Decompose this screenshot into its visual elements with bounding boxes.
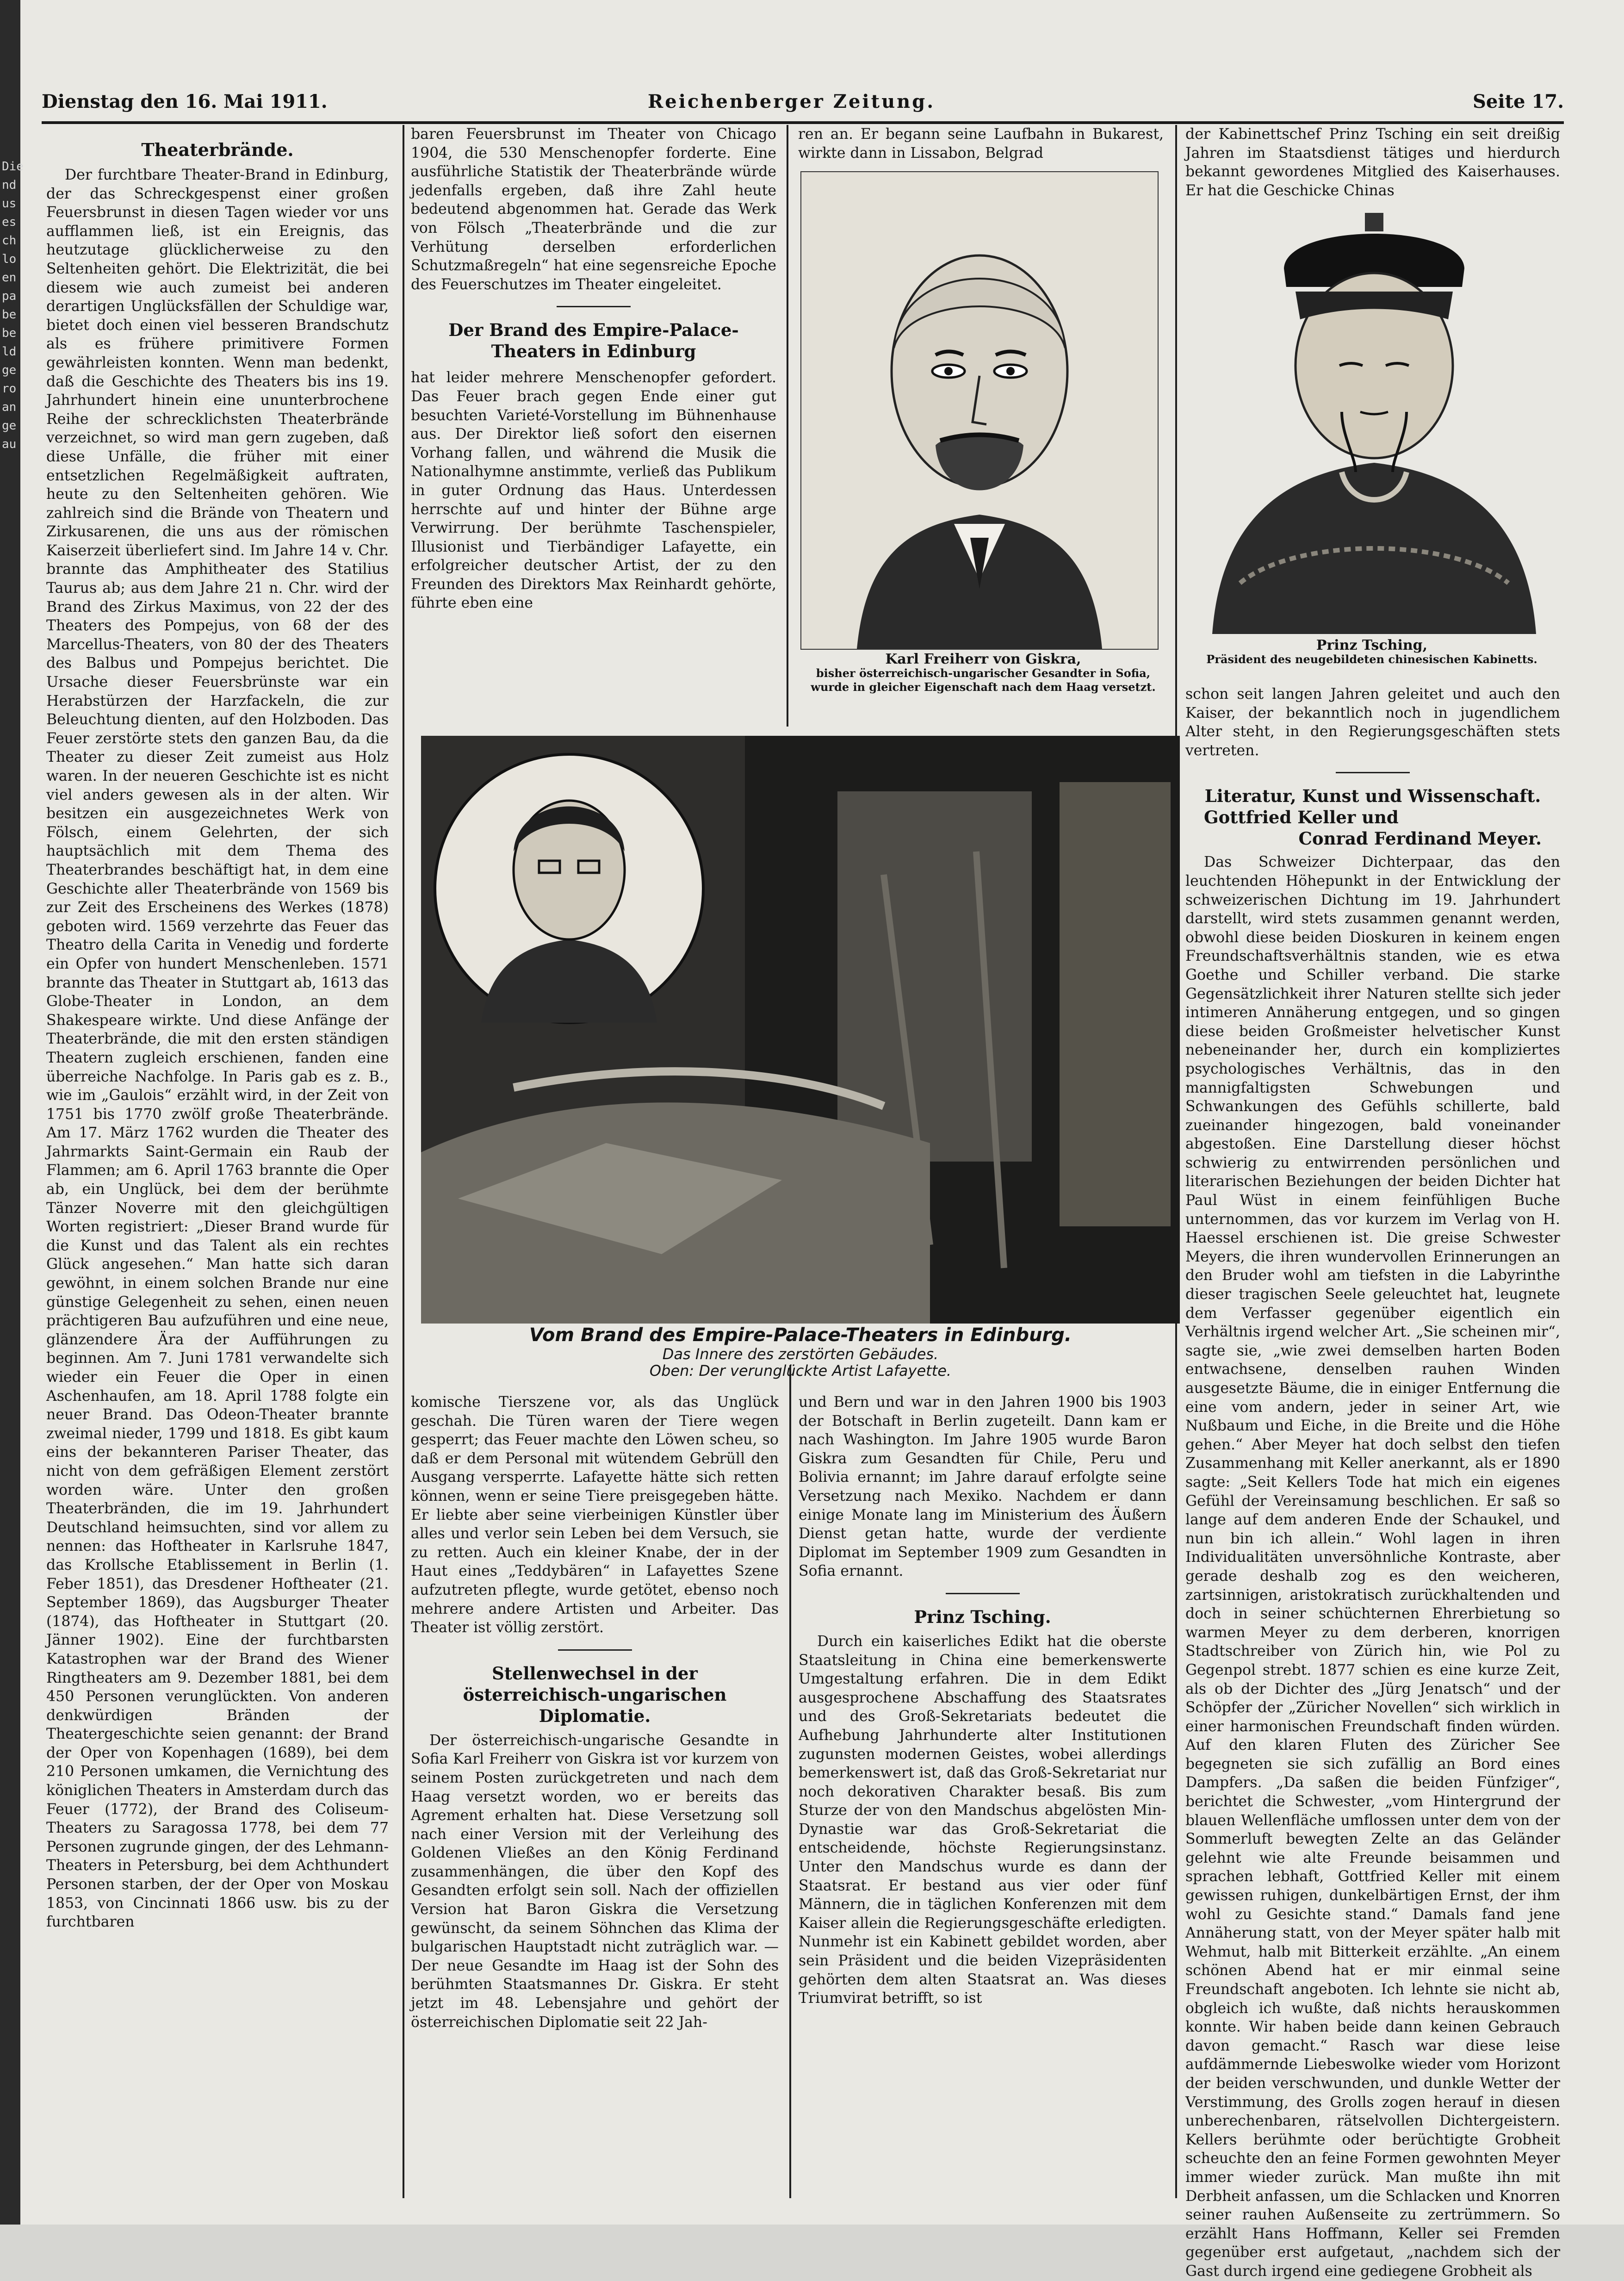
left-margin-fragment: be [2, 308, 17, 322]
column-4-main [1185, 685, 1560, 2280]
separator [1336, 772, 1410, 773]
photo-caption-line3: Oben: Der verunglückte Artist Lafayette. [649, 1362, 952, 1380]
article-continuation-theaterbraende: baren Feuersbrunst im Theater von Chicago 1904, die 530 Menschenopfer forderte. Eine ausführliche Statistik der Theaterbrände würde jedenfalls ergeben, daß ihre Zahl heute bedeutend abgenommen hat. Gerade das Werk von Fölsch „Theaterbrände und die zur Verhütung derselben erforderlichen Schutzmaßregeln“ hat eine segensreiche Epoche des Feuerschutzes im Theater eingeleitet. [411, 126, 776, 293]
left-margin-fragment: lo [2, 252, 17, 266]
header-rule [42, 121, 1564, 124]
photo-caption [421, 1324, 1180, 1379]
left-margin-fragment: an [2, 400, 17, 414]
caption-tsching [1184, 639, 1559, 666]
left-margin-fragment: us [2, 197, 17, 211]
page-header [42, 91, 1564, 117]
column-2-bottom [411, 1393, 779, 2198]
article-continuation-tsching-top: der Kabinettschef Prinz Tsching ein seit dreißig Jahren im Staatsdienst tätiges und hierdurch bekannt gewordenes Mitglied des Kaiserhauses. Er hat die Geschicke Chinas [1185, 126, 1560, 199]
left-margin-strip [0, 0, 24, 2225]
article-continuation-empire-palace: komische Tierszene vor, als das Unglück geschah. Die Türen waren der Tiere wegen gesperrt; das Feuer machte den Löwen scheu, so daß er dem Personal mit wütendem Gebrüll den Ausgang versperrte. Lafayette hätte sich retten können, wenn er seine Tiere preisgegeben hätte. Er liebte aber seine vierbeinigen Künstler über alles und verlor sein Leben bei dem Versuch, sie zu retten. Auch ein kleiner Knabe, der in der Haut eines „Teddybären“ in Lafayettes Szene aufzutreten pflegte, wurde getötet, ebenso noch mehrere andere Artisten und Arbeiter. Das Theater ist völlig zerstört. [411, 1394, 779, 1636]
separator [558, 1649, 632, 1651]
portrait-tsching-drawing [1203, 213, 1545, 634]
article-heading-empire-palace: Der Brand des Empire-Palace-Theaters in Edinburg [448, 320, 739, 362]
photo-fire-drawing [421, 736, 1180, 1324]
caption-tsching-desc: Präsident des neugebildeten chinesischen Kabinetts. [1206, 653, 1537, 666]
caption-tsching-name: Prinz Tsching, [1316, 637, 1428, 653]
article-body-theaterbraende: Der furchtbare Theater-Brand in Edinburg, der das Schreckgespenst einer großen Feuersbrunst in diesen Tagen wieder vor uns aufflammen ließ, ist ein Ereignis, das heutzutage glücklicherweise zu den Seltenheiten gehört. Die Elektrizität, die bei diesem wie auch zumeist bei anderen derartigen Unglücksfällen der Schuldige war, bietet doch einen viel besseren Brandschutz als es frühere primitivere Formen gewährleisten konnten. Wenn man bedenkt, daß die Geschichte des Theaters bis ins 19. Jahrhundert hinein eine ununterbrochene Reihe der schrecklichsten Theaterbrände verzeichnet, so wird man gern zugeben, daß diese Unfälle, die früher mit einer entsetzlichen Regelmäßigkeit auftraten, heute zu den Seltenheiten gehören. Wie zahlreich sind die Brände von Theatern und Zirkusarenen, die uns aus der römischen Kaiserzeit überliefert sind. Im Jahre 14 v. Chr. brannte das Amphitheater des Statilius Taurus ab; aus dem Jahre 21 n. Chr. wird der Brand des Zirkus Maximus, von 22 der des Theaters des Pompejus, von 68 der des Marcellus-Theaters, von 80 der des Theaters des Balbus und Pompejus berichtet. Die Ursache dieser Feuersbrünste war ein Herabstürzen der Harzfackeln, die zur Beleuchtung dienten, auf den Holzboden. Das Feuer zerstörte stets den ganzen Bau, da die Theater zu dieser Zeit zumeist aus Holz waren. In der neueren Geschichte ist es nicht viel anders gewesen als in der alten. Wir besitzen ein ausgezeichnetes Werk von Fölsch, einem Gelehrten, der sich hauptsächlich mit dem Thema des Theaterbrandes beschäftigt hat, in dem eine Geschichte aller Theaterbrände von 1569 bis zur Zeit des Erscheinens des Werkes (1878) geboten wird. 1569 verzehrte das Feuer das Theatro della Carita in Venedig und forderte ein Opfer von hundert Menschenleben. 1571 brannte das Theater in Stuttgart ab, 1613 das Globe-Theater in London, an dem Shakespeare wirkte. Und diese Anfänge der Theaterbrände, die mit den ersten ständigen Theatern zugleich erschienen, fanden eine überreiche Nachfolge. In Paris gab es z. B., wie im „Gaulois“ erzählt wird, in der Zeit von 1751 bis 1770 zwölf große Theaterbrände. Am 17. März 1762 wurden die Theater des Jahrmarkts Saint-Germain ein Raub der Flammen; am 6. April 1763 brannte die Oper ab, ein Unglück, bei dem der berühmte Tänzer Noverre mit den gleichgültigen Worten registriert: „Dieser Brand wurde für die Kunst und das Talent als ein rechtes Glück angesehen.“ Man hatte sich daran gewöhnt, in einem solchen Brande nur eine günstige Gelegenheit zu sehen, einen neuen prächtigeren Bau aufzuführen und eine neue, glänzendere Ära der Aufführungen zu beginnen. Am 7. Juni 1781 verwandelte sich wieder ein Feuer die Oper in einen Aschenhaufen, am 18. April 1788 folgte ein neuer Brand. Das Odeon-Theater brannte zweimal nieder, 1799 und 1818. Es gibt kaum eins der bekannteren Pariser Theater, das nicht von dem gefräßigen Element zerstört worden wäre. Unter den großen Theaterbränden, die im 19. Jahrhundert Deutschland heimsuchten, sind vor allem zu nennen: das Hoftheater in Karlsruhe 1847, das Krollsche Etablissement in Berlin (1. Feber 1851), das Dresdener Hoftheater (21. September 1869), das Augsburger Theater (1874), das Hoftheater in Stuttgart (20. Jänner 1902). Eine der furchtbarsten Katastrophen war der Brand des Wiener Ringtheaters am 9. Dezember 1881, bei dem 450 Personen verunglückten. Von anderen denkwürdigen Bränden der Theatergeschichte seien genannt: der Brand der Oper von Kopenhagen (1689), bei dem 210 Personen umkamen, die Vernichtung des königlichen Theaters in Amsterdam durch das Feuer (1772), der Brand des Coliseum-Theaters zu Saragossa 1778, bei dem 77 Personen zugrunde gingen, der des Lehmann-Theaters in Petersburg, bei dem Achthundert Personen starben, der der Oper von Moskau 1853, von Cincinnati 1866 usw. bis zu der furchtbaren [46, 167, 389, 1931]
column-rule-2a [787, 125, 788, 727]
column-2-top [411, 125, 776, 722]
article-heading-diplomatie-2: österreichisch-ungarischen Diplomatie. [463, 1684, 727, 1726]
article-body-empire-palace: hat leider mehrere Menschenopfer gefordert. Das Feuer brach gegen Ende einer gut besuchten Varieté-Vorstellung im Bühnenhause aus. Der Direktor ließ sofort den eisernen Vorhang fallen, und während die Musik die Nationalhymne anstimmte, verließ das Publikum in guter Ordnung das Haus. Unterdessen herrschte auf und hinter der Bühne arge Verwirrung. Der berühmte Taschenspieler, Illusionist und Tierbändiger Lafayette, ein erfolgreicher deutscher Artist, der zu den Freunden des Direktors Max Reinhardt gehörte, führte eben eine [411, 369, 776, 612]
article-body-keller-meyer: Das Schweizer Dichterpaar, das den leuchtenden Höhepunkt in der Entwicklung der schweizerischen Dichtung im 19. Jahrhundert darstellt, wird stets zusammen genannt werden, obwohl diese beiden Dioskuren in keinem engen Freundschaftsverhältnis standen, wie es etwa Goethe und Schiller verband. Die starke Gegensätzlichkeit ihrer Naturen stellte sich jeder intimeren Annäherung entgegen, und so gingen diese beiden Großmeister helvetischer Kunst nebeneinander her, durch ein kompliziertes psychologisches Verhältnis, das in den mannigfaltigsten Schwebungen und Schwankungen des Gefühls schillerte, bald zueinander hingezogen, bald voneinander abgestoßen. Eine Darstellung dieser höchst schwierig zu entwirrenden persönlichen und literarischen Beziehungen der beiden Dichter hat Paul Wüst in einem feinfühligen Buche unternommen, das vor kurzem im Verlag von H. Haessel erschienen ist. Die greise Schwester Meyers, die ihren wundervollen Erinnerungen an den Bruder wohl am tiefsten in die Labyrinthe dieser tragischen Seele geleuchtet hat, leugnete dem Verfasser gegenüber eigentlich ein Verhältnis irgend welcher Art. „Sie scheinen mir“, sagte sie, „wie zwei demselben harten Boden entwachsene, denselben rauhen Winden ausgesetzte Bäume, die in einiger Entfernung die eine vom andern, jeder in seiner Art, wie Nußbaum und Eiche, in die Breite und die Höhe gehen.“ Aber Meyer hat doch selbst den tiefen Zusammenhang mit Keller anerkannt, als er 1890 sagte: „Seit Kellers Tode hat mich ein eigenes Gefühl der Vereinsamung beschlichen. Er saß so lange auf dem anderen Ende der Schaukel, und nun bin ich allein.“ Wohl lagen in ihren Individualitäten unversöhnliche Kontraste, aber gerade deshalb zog es den weicheren, zartsinnigen, aristokratisch zurückhaltenden und doch in seiner schüchternen Ehrerbietung so warmen Meyer zu dem derberen, knorrigen Stadtschreiber von Zürich hin, wie Pol zu Gegenpol strebt. 1877 schien es eine kurze Zeit, als ob der Dichter des „Jürg Jenatsch“ und der Schöpfer der „Züricher Novellen“ sich wirklich in einer harmonischen Freundschaft finden würden. Auf den klaren Fluten des Züricher See begegneten sie sich zufällig an Bord eines Dampfers. „Da saßen die beiden Fünfziger“, berichtet die Schwester, „vom Hintergrund der blauen Wellenfläche umflossen unter dem von der Sommerluft bewegten Zelte an das Geländer gelehnt wie alte Freunde beisammen und sprachen lebhaft, Gottfried Keller mit einem gewissen ruhigen, dunkelbärtigen Ernst, der ihm wohl zu Gesichte stand.“ Damals fand jene Annäherung statt, von der Meyer später halb mit Wehmut, halb mit Bitterkeit erzählte. „An einem schönen Abend hat er mir einmal seine Freundschaft angeboten. Ich lehnte sie nicht ab, obgleich ich wußte, daß nichts herauskommen konnte. Wir haben beide dann keinen Gebrauch davon gemacht.“ Rasch war diese leise aufdämmernde Liebeswolke wieder vom Horizont der beiden verschwunden, und dunkle Wetter der Verstimmung, des Grolls zogen herauf in diesen unberechenbaren, rätselvollen Dichtergeistern. Kellers berühmte oder berüchtigte Grobheit scheuchte den an feine Formen gewohnten Meyer immer wieder zurück. Man mußte ihn mit Derbheit anfassen, um die Schlacken und Knorren seiner rauhen Außenseite zu zertrümmern. So erzählt Hans Hoffmann, Keller sei Fremden gegenüber erst aufgetaut, „nachdem sich der Gast durch irgend eine gediegene Grobheit als [1185, 854, 1560, 2280]
left-margin-fragment: pa [2, 289, 17, 303]
column-theaterbraende [46, 139, 389, 2198]
column-3-top [798, 125, 1164, 167]
header-newspaper-title: Reichenberger Zeitung. [648, 91, 936, 112]
left-margin-fragment: ge [2, 419, 17, 433]
left-margin-fragment: es [2, 215, 17, 229]
left-margin-fragment: ch [2, 234, 17, 248]
article-continuation-giskra: und Bern und war in den Jahren 1900 bis 1903 der Botschaft in Berlin zugeteilt. Dann kam er nach Washington. Im Jahre 1905 wurde Baron Giskra zum Gesandten für Chile, Peru und Bolivia ernannt; im Jahre darauf erfolgte seine Versetzung nach Mexiko. Nachdem er dann einige Monate lang im Ministerium des Äußern Dienst getan hatte, wurde der verdiente Diplomat im September 1909 zum Gesandten in Sofia ernannt. [799, 1394, 1166, 1580]
photo-empire-palace-fire [421, 736, 1180, 1324]
section-heading-literatur: Literatur, Kunst und Wissenschaft. [1204, 786, 1541, 807]
left-margin-fragment: en [2, 271, 17, 285]
left-margin-fragment: ld [2, 345, 17, 359]
header-page-number: Seite 17. [1473, 91, 1564, 112]
caption-giskra-name: Karl Freiherr von Giskra, [885, 651, 1081, 667]
column-rule-1 [403, 125, 404, 2198]
article-body-prinz-tsching: Durch ein kaiserliches Edikt hat die oberste Staatsleitung in China eine bemerkenswerte Umgestaltung erfahren. Die in dem Edikt ausgesprochene Abschaffung des Staatsrates und des Groß-Sekretariats bedeutet die Aufhebung Jahrhunderte alter Institutionen zugunsten modernen Geistes, wobei allerdings bemerkenswert ist, daß das Groß-Sekretariat nur noch dekorativen Charakter besaß. Bis zum Sturze der von den Mandschus abgelösten Min-Dynastie war das Groß-Sekretariat die entscheidende, höchste Regierungsinstanz. Unter den Mandschus wurde es dann der Staatsrat. Er bestand aus vier oder fünf Männern, die in täglichen Konferenzen mit dem Kaiser allein die Regierungsgeschäfte erledigten. Nunmehr ist ein Kabinett gebildet worden, aber sein Präsident und die beiden Vizepräsidenten gehörten dem alten Staatsrat an. Was dieses Triumvirat betrifft, so ist [799, 1633, 1166, 2007]
photo-caption-line2: Das Innere des zerstörten Gebäudes. [662, 1345, 939, 1363]
left-margin-fragments [2, 157, 24, 454]
photo-caption-line1: Vom Brand des Empire-Palace-Theaters in Edinburg. [529, 1324, 1072, 1346]
separator [557, 306, 631, 307]
left-margin-fragment: nd [2, 178, 17, 192]
left-margin-fragment: Die [2, 160, 24, 174]
portrait-karl-freiherr-von-giskra [800, 171, 1159, 650]
left-margin-fragment: ge [2, 363, 17, 377]
article-body-diplomatie: Der österreichisch-ungarische Gesandte in Sofia Karl Freiherr von Giskra ist vor kurzem von seinem Posten zurückgetreten und nach dem Haag versetzt worden, wo er bereits das Agrement erhalten hat. Diese Versetzung soll nach einer Version mit der Verleihung des Goldenen Vließes an den König Ferdinand zusammenhängen, die über den Kopf des Gesandten erfolgt sein soll. Nach der offiziellen Version hat Baron Giskra die Versetzung gewünscht, da seinem Söhnchen das Klima der bulgarischen Hauptstadt nicht zuträglich war. — Der neue Gesandte im Haag ist der Sohn des berühmten Staatsmannes Dr. Giskra. Er steht jetzt im 48. Lebensjahre und gehört der österreichischen Diplomatie seit 22 Jah- [411, 1732, 779, 2031]
column-rule-2b [789, 1365, 791, 2198]
separator [946, 1593, 1020, 1594]
portrait-giskra-drawing [801, 172, 1158, 649]
left-margin-fragment: be [2, 326, 17, 340]
portrait-prinz-tsching [1203, 213, 1545, 634]
left-margin-fragment: ro [2, 382, 17, 396]
article-heading-theaterbraende: Theaterbrände. [141, 139, 294, 160]
article-continuation-giskra-top: ren an. Er begann seine Laufbahn in Bukarest, wirkte dann in Lissabon, Belgrad [798, 126, 1164, 162]
article-heading-diplomatie-1: Stellenwechsel in der [492, 1663, 698, 1684]
header-date: Dienstag den 16. Mai 1911. [42, 91, 328, 112]
left-margin-fragment: au [2, 437, 17, 451]
caption-giskra-desc: bisher österreichisch-ungarischer Gesandter in Sofia, wurde in gleicher Eigenschaft nach dem Haag versetzt. [811, 666, 1156, 694]
article-heading-prinz-tsching: Prinz Tsching. [914, 1606, 1051, 1627]
column-4-top [1185, 125, 1560, 199]
article-heading-keller-meyer-1: Gottfried Keller und [1204, 807, 1399, 828]
column-3-bottom [799, 1393, 1166, 2198]
article-heading-keller-meyer-2: Conrad Ferdinand Meyer. [1298, 828, 1542, 849]
article-continuation-tsching: schon seit langen Jahren geleitet und auch den Kaiser, der bekanntlich noch in jugendlichem Alter steht, in den Regierungsgeschäften stets vertreten. [1185, 686, 1560, 759]
caption-giskra [800, 653, 1166, 694]
